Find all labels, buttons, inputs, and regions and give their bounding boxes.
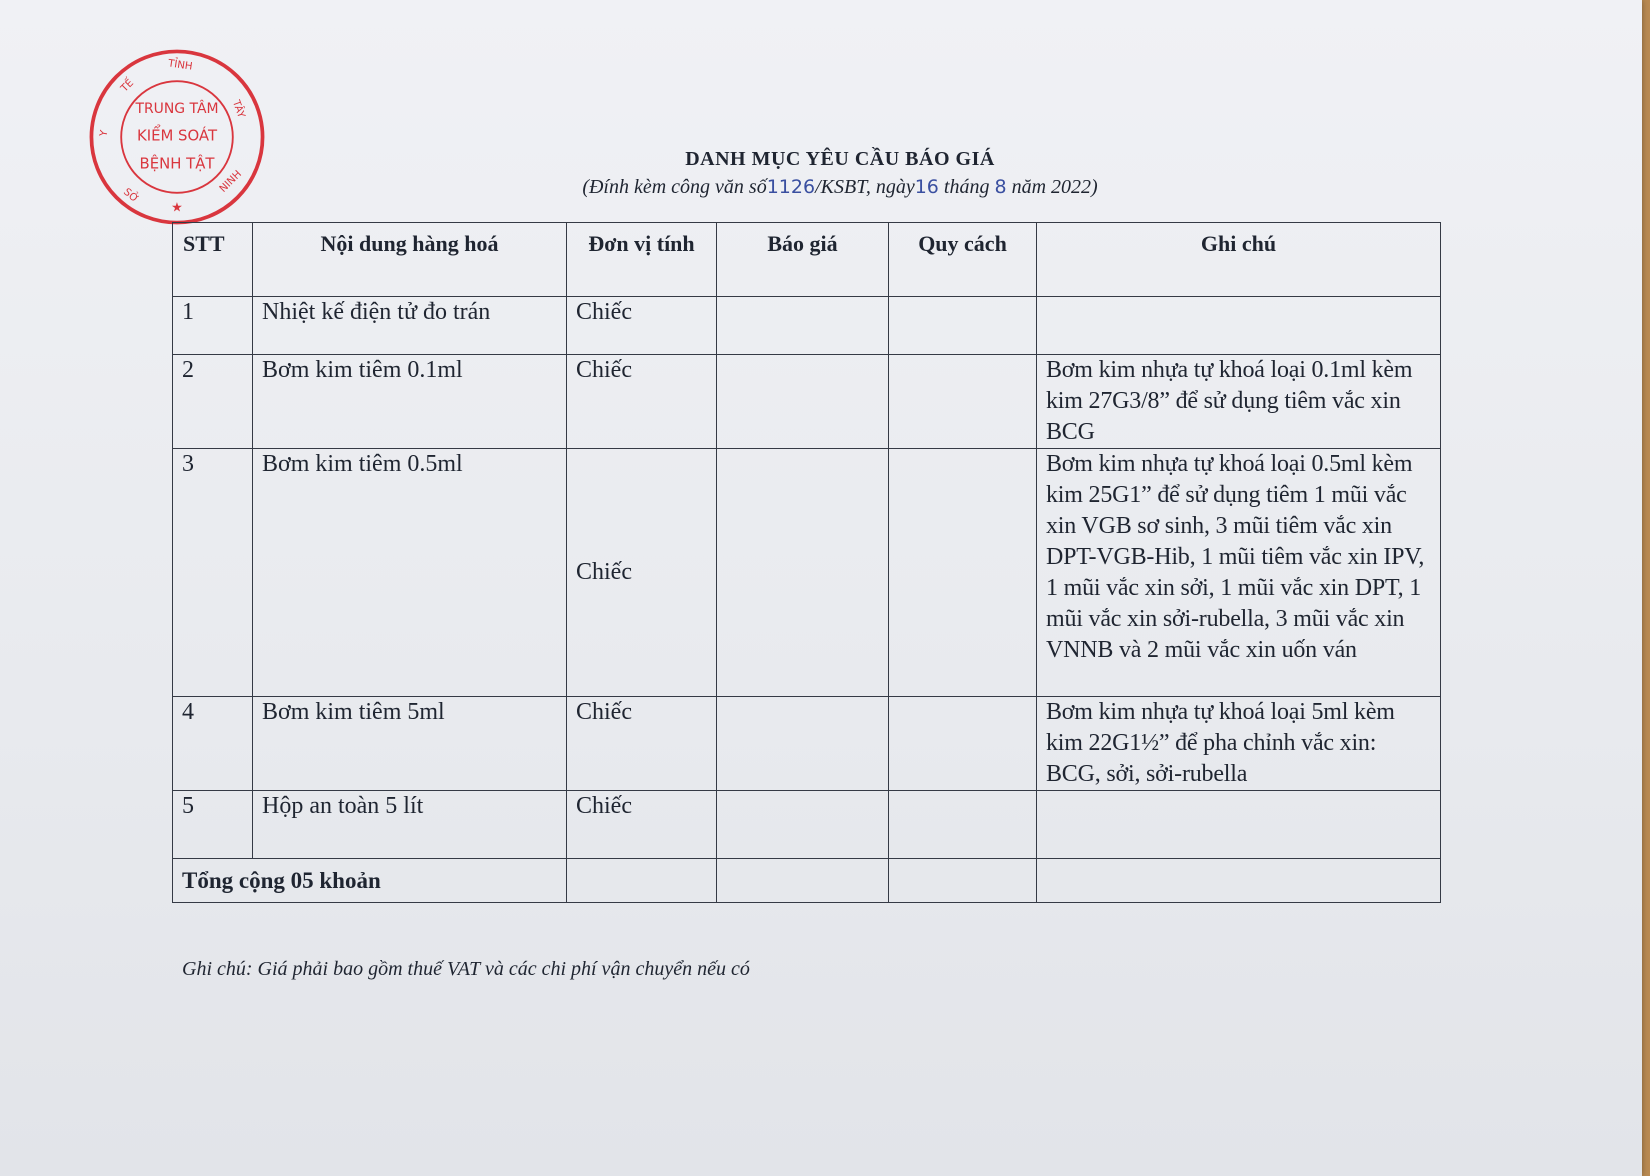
cell-note: Bơm kim nhựa tự khoá loại 5ml kèm kim 22G1½” để pha chỉnh vắc xin: BCG, sởi, sởi-rubella <box>1037 697 1441 791</box>
cell-content: Bơm kim tiêm 0.5ml <box>253 449 567 697</box>
cell-spec <box>889 297 1037 355</box>
cell-price <box>717 791 889 859</box>
cell-note <box>1037 791 1441 859</box>
handwritten-day: 16 <box>914 176 939 198</box>
cell-spec <box>889 449 1037 697</box>
document-title: DANH MỤC YÊU CẦU BÁO GIÁ <box>685 148 995 170</box>
cell-content: Nhiệt kế điện tử đo trán <box>253 297 567 355</box>
cell-note: Bơm kim nhựa tự khoá loại 0.1ml kèm kim 27G3/8” để sử dụng tiêm vắc xin BCG <box>1037 355 1441 449</box>
cell-unit: Chiếc <box>567 297 717 355</box>
table-header-row <box>173 223 1441 297</box>
subtitle-mid: /KSBT, ngày <box>815 176 915 198</box>
cell-note: Bơm kim nhựa tự khoá loại 0.5ml kèm kim 25G1” để sử dụng tiêm 1 mũi vắc xin VGB sơ sinh, 3 mũi tiêm vắc xin DPT-VGB-Hib, 1 mũi tiêm vắc xin IPV, 1 mũi vắc xin sởi, 1 mũi vắc xin DPT, 1 mũi vắc xin sởi-rubella, 3 mũi vắc xin VNNB và 2 mũi vắc xin uốn ván <box>1037 449 1441 697</box>
cell-stt: 2 <box>173 355 253 449</box>
footer-note: Ghi chú: Giá phải bao gồm thuế VAT và các chi phí vận chuyển nếu có <box>182 958 750 980</box>
cell-total-price <box>717 859 889 903</box>
table-row <box>173 791 1441 859</box>
col-header-unit: Đơn vị tính <box>567 223 717 297</box>
document-subtitle <box>0 176 1650 199</box>
cell-unit: Chiếc <box>567 355 717 449</box>
cell-total-unit <box>567 859 717 903</box>
cell-unit: Chiếc <box>567 449 717 697</box>
col-header-content: Nội dung hàng hoá <box>253 223 567 297</box>
cell-stt: 5 <box>173 791 253 859</box>
stamp-ring-te: TẾ <box>119 77 137 95</box>
subtitle-month-label: tháng <box>943 176 990 198</box>
stamp-ring-so: SỞ <box>121 186 141 206</box>
cell-content: Bơm kim tiêm 5ml <box>253 697 567 791</box>
cell-total-note <box>1037 859 1441 903</box>
cell-content: Bơm kim tiêm 0.1ml <box>253 355 567 449</box>
table-row <box>173 449 1441 697</box>
cell-spec <box>889 697 1037 791</box>
cell-price <box>717 297 889 355</box>
col-header-stt: STT <box>173 223 253 297</box>
stamp-line-2: KIỂM SOÁT <box>136 126 218 145</box>
cell-spec <box>889 355 1037 449</box>
col-header-spec: Quy cách <box>889 223 1037 297</box>
subtitle-prefix: (Đính kèm công văn số <box>582 176 767 198</box>
table-row <box>173 297 1441 355</box>
stamp-ring-ninh: NINH <box>217 168 245 195</box>
stamp-line-1: TRUNG TÂM <box>135 100 219 117</box>
cell-unit: Chiếc <box>567 697 717 791</box>
handwritten-month: 8 <box>994 176 1007 198</box>
table-row <box>173 697 1441 791</box>
subtitle-suffix: năm 2022) <box>1011 176 1098 198</box>
col-header-note: Ghi chú <box>1037 223 1441 297</box>
total-label: Tổng cộng 05 khoản <box>173 859 567 903</box>
cell-stt: 3 <box>173 449 253 697</box>
cell-stt: 4 <box>173 697 253 791</box>
handwritten-doc-number: 1126 <box>766 176 816 198</box>
cell-stt: 1 <box>173 297 253 355</box>
cell-note <box>1037 297 1441 355</box>
cell-content: Hộp an toàn 5 lít <box>253 791 567 859</box>
stamp-star-icon: ★ <box>171 199 183 215</box>
stamp-ring-tinh: TỈNH <box>167 58 194 73</box>
cell-price <box>717 449 889 697</box>
cell-unit: Chiếc <box>567 791 717 859</box>
quote-request-table <box>172 222 1441 903</box>
table-row <box>173 355 1441 449</box>
stamp-ring-tay: TÂY <box>229 98 247 120</box>
cell-total-spec <box>889 859 1037 903</box>
stamp-ring-y: Y <box>98 129 111 138</box>
col-header-price: Báo giá <box>717 223 889 297</box>
table-total-row <box>173 859 1441 903</box>
cell-price <box>717 697 889 791</box>
red-seal-stamp <box>84 44 270 230</box>
cell-price <box>717 355 889 449</box>
cell-spec <box>889 791 1037 859</box>
stamp-line-3: BỆNH TẬT <box>139 154 215 173</box>
